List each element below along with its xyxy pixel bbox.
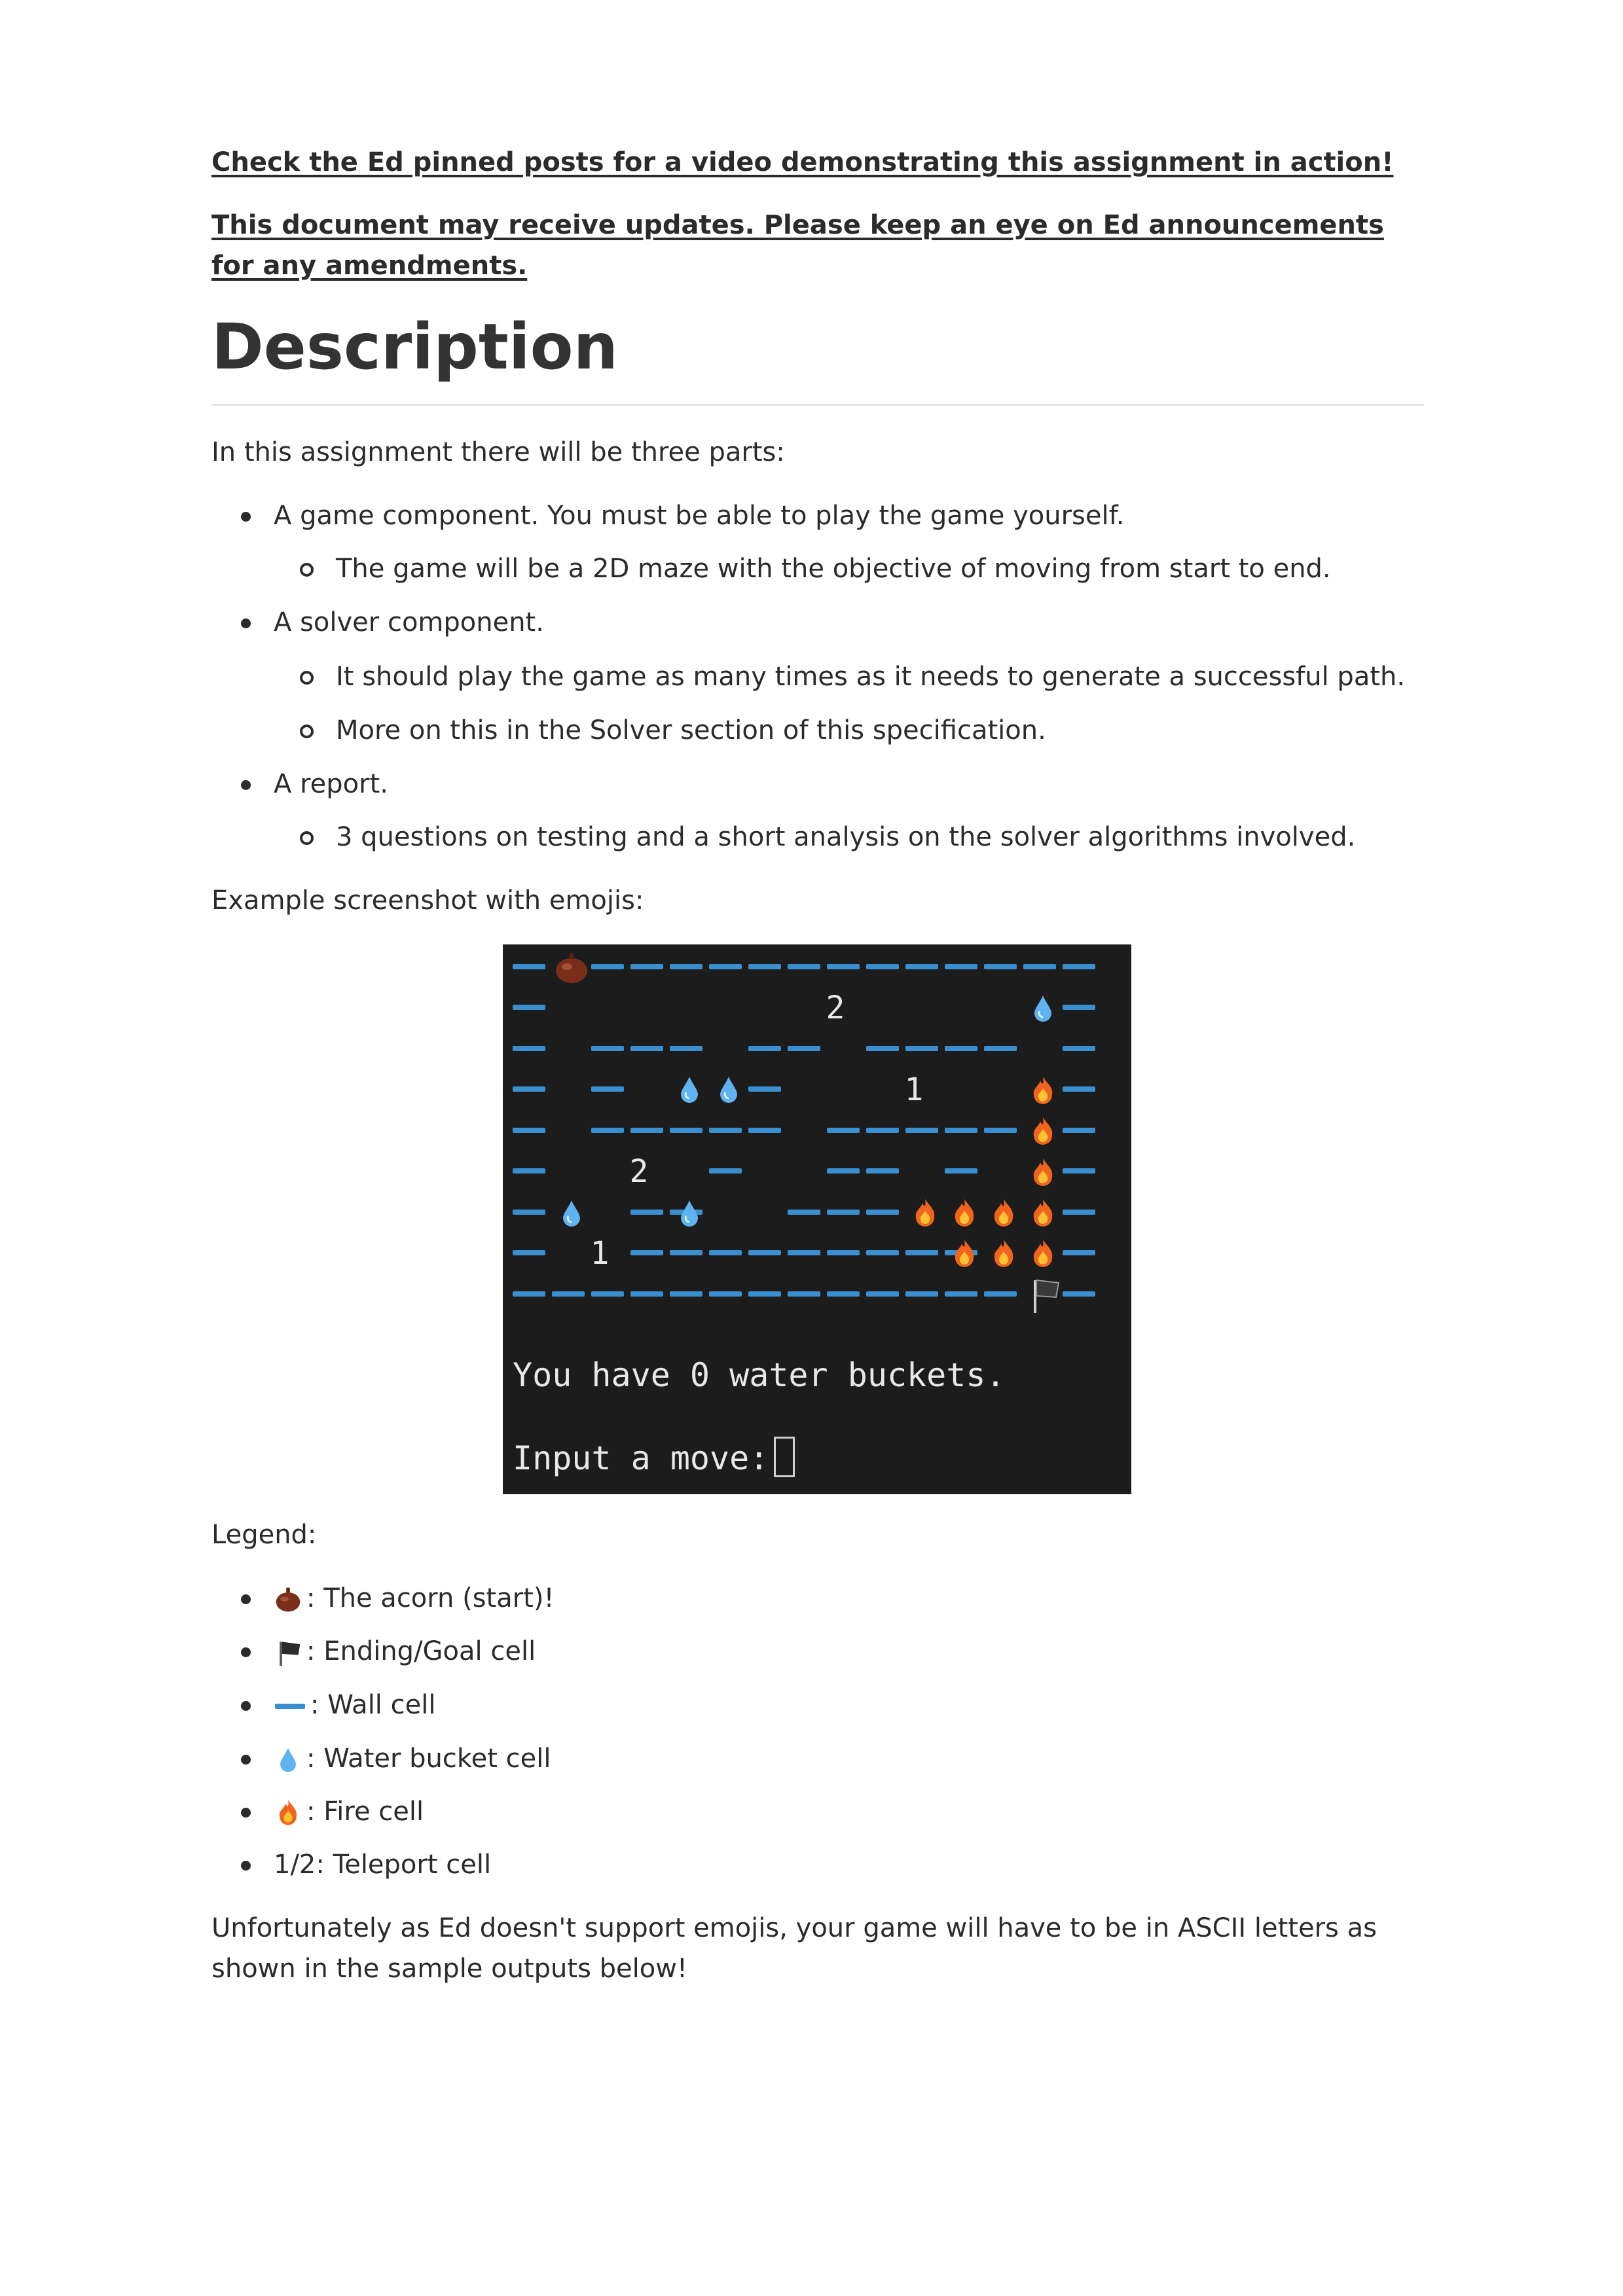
wall-cell [552,1291,585,1297]
teleport-label: 1 [590,1235,610,1272]
wall-cell [905,1128,938,1133]
fire-icon [955,1199,974,1227]
wall-cell [984,1291,1017,1297]
pinned-posts-notice: Check the Ed pinned posts for a video demonstrating this assignment in action! [211,147,1394,177]
wall-cell [591,1086,624,1092]
legend-label: Legend: [211,1520,317,1550]
wall-cell [866,1291,899,1297]
flag-icon [274,1638,302,1667]
wall-cell [709,1291,742,1297]
fire-icon [1034,1077,1053,1104]
wall-cell [827,964,860,969]
fire-icon [955,1240,974,1267]
water-drop-icon [720,1077,737,1103]
wall-cell [866,1250,899,1255]
wall-cell [748,1046,781,1051]
wall-cell [670,1291,702,1297]
text-cursor [774,1437,795,1477]
wall-cell [630,1291,663,1297]
wall-cell [827,1210,860,1215]
wall-cell [827,1291,860,1297]
wall-cell [630,1046,663,1051]
outro-text: Unfortunately as Ed doesn't support emojis, your game will have to be in ASCII letters as shown in the sample outputs below! [211,1913,1377,1984]
wall-cell [945,1168,977,1174]
intro-text: In this assignment there will be three parts: [211,437,785,467]
bullet [241,1755,251,1765]
wall-cell [591,1291,624,1297]
wall-cell [984,1128,1017,1133]
acorn-icon [556,953,587,983]
wall-cell [591,1046,624,1051]
wall-cell [866,1210,899,1215]
wall-cell [670,1046,702,1051]
move-prompt: Input a move: [513,1437,795,1477]
bullet [241,1701,251,1711]
wall-cell [1063,1210,1095,1215]
bullet [241,780,251,790]
water-drop-icon [563,1200,580,1227]
teleport-label: 2 [826,990,845,1026]
wall-cell [709,1128,742,1133]
sub-bullet [300,563,314,577]
acorn-icon [274,1585,302,1614]
wall-cell [748,1128,781,1133]
fire-icon [916,1199,935,1227]
wall-cell [945,1291,977,1297]
teleport-label: 1 [904,1071,924,1108]
bullet [241,1808,251,1818]
wall-cell [788,1291,820,1297]
wall-cell [630,1210,663,1215]
wall-cell [513,1250,545,1255]
wall-cell [905,1291,938,1297]
wall-cell [1063,1250,1095,1255]
wall-cell [591,1128,624,1133]
wall-cell [1063,1128,1095,1133]
wall-cell [1063,1168,1095,1174]
wall-cell [905,964,938,969]
water-drop-icon [274,1746,302,1774]
bullet [241,1647,251,1657]
wall-cell [630,1250,663,1255]
water-drop-icon [1034,996,1051,1022]
wall-cell [513,1086,545,1092]
fire-icon [994,1199,1013,1227]
wall-cell [709,964,742,969]
fire-icon [1034,1158,1053,1186]
wall-cell [905,1250,938,1255]
wall-cell [866,1128,899,1133]
wall-cell [827,1128,860,1133]
bullet [241,512,251,522]
wall-cell [513,964,545,969]
sub-bullet [300,671,314,685]
bullet [241,1861,251,1871]
wall-cell [670,1128,702,1133]
wall-cell [513,1168,545,1174]
wall-cell [748,1250,781,1255]
water-drop-icon [681,1200,698,1227]
wall-cell [513,1128,545,1133]
wall-cell [827,1250,860,1255]
wall-cell [945,1046,977,1051]
wall-cell [513,1291,545,1297]
wall-cell [513,1046,545,1051]
wall-cell [513,1005,545,1010]
wall-cell [630,1128,663,1133]
wall-cell [866,964,899,969]
wall-cell [1063,964,1095,969]
fire-icon [274,1799,302,1827]
wall-cell [788,964,820,969]
wall-cell [709,1168,742,1174]
wall-cell [670,964,702,969]
wall-cell [1023,964,1056,969]
wall-cell [670,1250,702,1255]
sub-bullet [300,831,314,845]
title-divider [211,404,1424,406]
maze-drawing [503,944,1131,1494]
wall-cell [748,1291,781,1297]
water-bucket-status: You have 0 water buckets. [513,1356,1006,1394]
wall-cell [748,1086,781,1092]
wall-cell [1063,1291,1095,1297]
flag-icon [1034,1280,1059,1313]
bullet [241,619,251,628]
wall-cell [866,1168,899,1174]
wall-cell [984,964,1017,969]
wall-cell [630,964,663,969]
wall-cell [748,964,781,969]
fire-icon [1034,1199,1053,1227]
wall-cell [827,1168,860,1174]
wall-cell [788,1250,820,1255]
wall-cell [709,1250,742,1255]
example-label: Example screenshot with emojis: [211,886,644,916]
wall-cell [1063,1046,1095,1051]
wall-cell [513,1210,545,1215]
wall-cell [1063,1005,1095,1010]
teleport-label: 2 [629,1153,649,1190]
fire-icon [1034,1240,1053,1267]
wall-icon [274,1692,306,1721]
wall-cell [1063,1086,1095,1092]
wall-cell [945,964,977,969]
wall-cell [984,1046,1017,1051]
wall-cell [591,964,624,969]
updates-notice: This document may receive updates. Please keep an eye on Ed announcements for any amendments. [211,210,1384,281]
section-title: Description [211,310,618,384]
wall-cell [788,1046,820,1051]
wall-cell [788,1210,820,1215]
wall-cell [905,1046,938,1051]
fire-icon [1034,1117,1053,1145]
bullet [241,1594,251,1604]
water-drop-icon [681,1077,698,1103]
maze-icons [556,953,1059,1313]
example-terminal-screenshot [503,944,1131,1494]
wall-cell [866,1046,899,1051]
fire-icon [994,1240,1013,1267]
wall-cell [945,1128,977,1133]
sub-bullet [300,725,314,738]
